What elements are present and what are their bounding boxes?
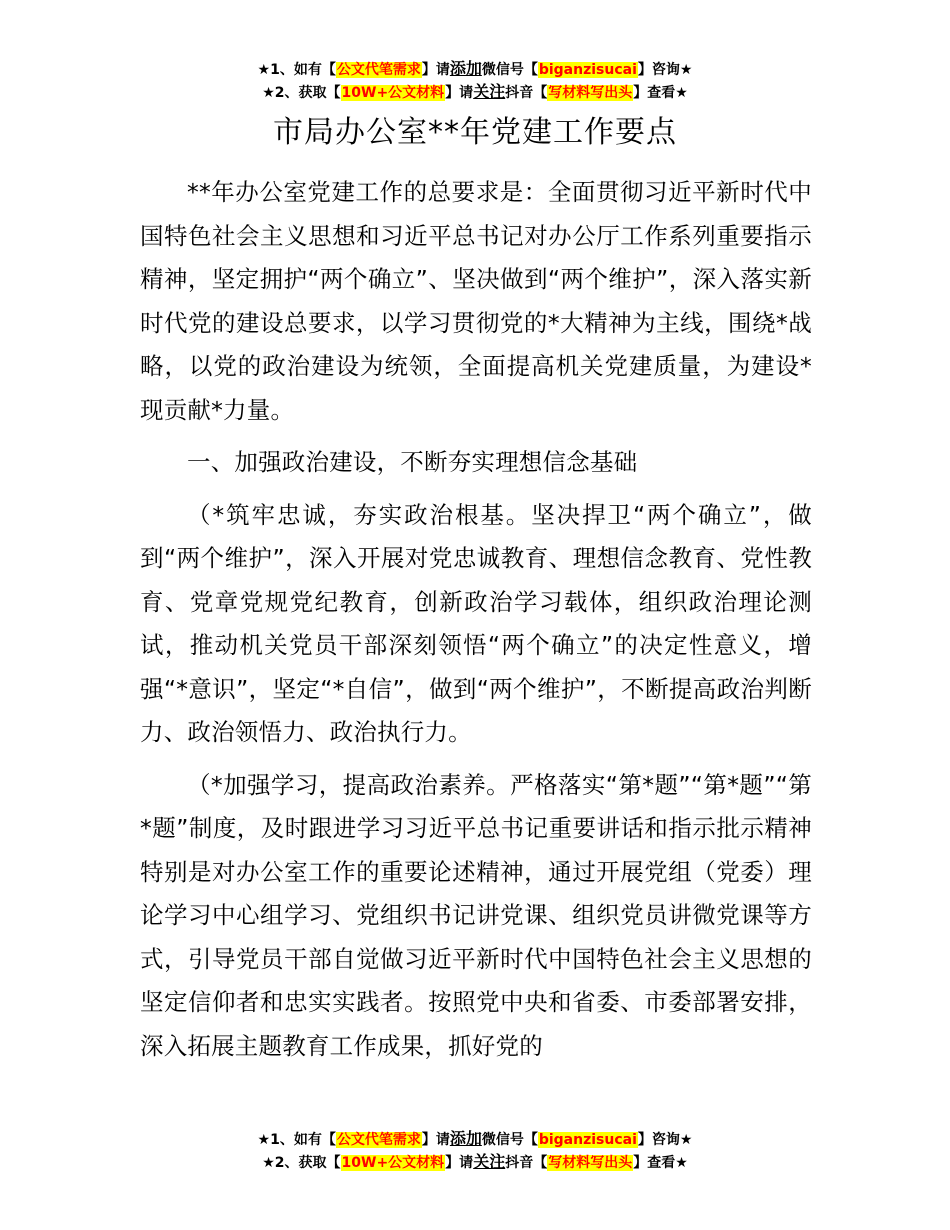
notice-text: ★2、获取【 bbox=[262, 85, 341, 101]
paragraph: （*筑牢忠诚，夯实政治根基。坚决捍卫“两个确立”，做到“两个维护”，深入开展对党忠诚教育、理想信念教育、党性教育、党章党规党纪教育，创新政治学习载体，组织政治理论测试，推动机关党员干部深刻领悟“两个确立”的决定性意义，增强“*意识”，坚定“*自信”，做到“两个维护”，不断提高政治判断力、政治领悟力、政治执行力。 bbox=[140, 500, 812, 746]
bottom-notice-banner bbox=[0, 1128, 950, 1174]
notice-text: 】请 bbox=[421, 1132, 450, 1148]
notice-underline: 添加 bbox=[449, 59, 482, 78]
notice-highlight: 10W+公文材料 bbox=[341, 85, 445, 101]
notice-line-2 bbox=[0, 81, 950, 104]
notice-text: 】查看★ bbox=[633, 85, 688, 101]
notice-text: 微信号【 bbox=[481, 1132, 538, 1148]
section-heading: 一、加强政治建设，不断夯实理想信念基础 bbox=[187, 448, 638, 476]
notice-text: ★2、获取【 bbox=[262, 1155, 341, 1171]
notice-highlight: 公文代笔需求 bbox=[336, 62, 421, 78]
notice-line-1 bbox=[0, 58, 950, 81]
notice-text: 】咨询★ bbox=[637, 1132, 693, 1148]
paragraph: （*加强学习，提高政治素养。严格落实“第*题”“第*题”“第*题”制度，及时跟进学习习近平总书记重要讲话和指示批示精神特别是对办公室工作的重要论述精神，通过开展党组（党委）理论学习中心组学习、党组织书记讲党课、组织党员讲微党课等方式，引导党员干部自觉做习近平新时代中国特色社会主义思想的坚定信仰者和忠实实践者。按照党中央和省委、市委部署安排，深入拓展主题教育工作成果，抓好党的 bbox=[140, 770, 812, 1060]
notice-underline: 关注 bbox=[473, 1152, 506, 1171]
notice-text: ★1、如有【 bbox=[257, 1132, 336, 1148]
notice-line-2 bbox=[0, 1151, 950, 1174]
notice-text: ★1、如有【 bbox=[257, 62, 336, 78]
notice-highlight: biganzisucai bbox=[538, 62, 637, 78]
notice-highlight: 10W+公文材料 bbox=[341, 1155, 445, 1171]
notice-text: 】请 bbox=[445, 85, 474, 101]
notice-highlight: 公文代笔需求 bbox=[336, 1132, 421, 1148]
notice-text: 】请 bbox=[421, 62, 450, 78]
notice-text: 】咨询★ bbox=[637, 62, 693, 78]
top-notice-banner bbox=[0, 58, 950, 104]
notice-text: 抖音【 bbox=[505, 1155, 548, 1171]
document-body bbox=[140, 171, 812, 1077]
notice-underline: 添加 bbox=[449, 1129, 482, 1148]
notice-text: 】查看★ bbox=[633, 1155, 688, 1171]
notice-underline: 关注 bbox=[473, 82, 506, 101]
notice-text: 抖音【 bbox=[505, 85, 548, 101]
notice-highlight: biganzisucai bbox=[538, 1132, 637, 1148]
notice-highlight: 写材料写出头 bbox=[548, 85, 633, 101]
document-title: 市局办公室**年党建工作要点 bbox=[273, 115, 677, 150]
notice-text: 】请 bbox=[445, 1155, 474, 1171]
notice-highlight: 写材料写出头 bbox=[548, 1155, 633, 1171]
notice-line-1 bbox=[0, 1128, 950, 1151]
paragraph-intro: **年办公室党建工作的总要求是：全面贯彻习近平新时代中国特色社会主义思想和习近平总书记对办公厅工作系列重要指示精神，坚定拥护“两个确立”、坚决做到“两个维护”，深入落实新时代党的建设总要求，以学习贯彻党的*大精神为主线，围绕*战略，以党的政治建设为统领，全面提高机关党建质量，为建设*现贡献*力量。 bbox=[140, 178, 812, 424]
notice-text: 微信号【 bbox=[481, 62, 538, 78]
